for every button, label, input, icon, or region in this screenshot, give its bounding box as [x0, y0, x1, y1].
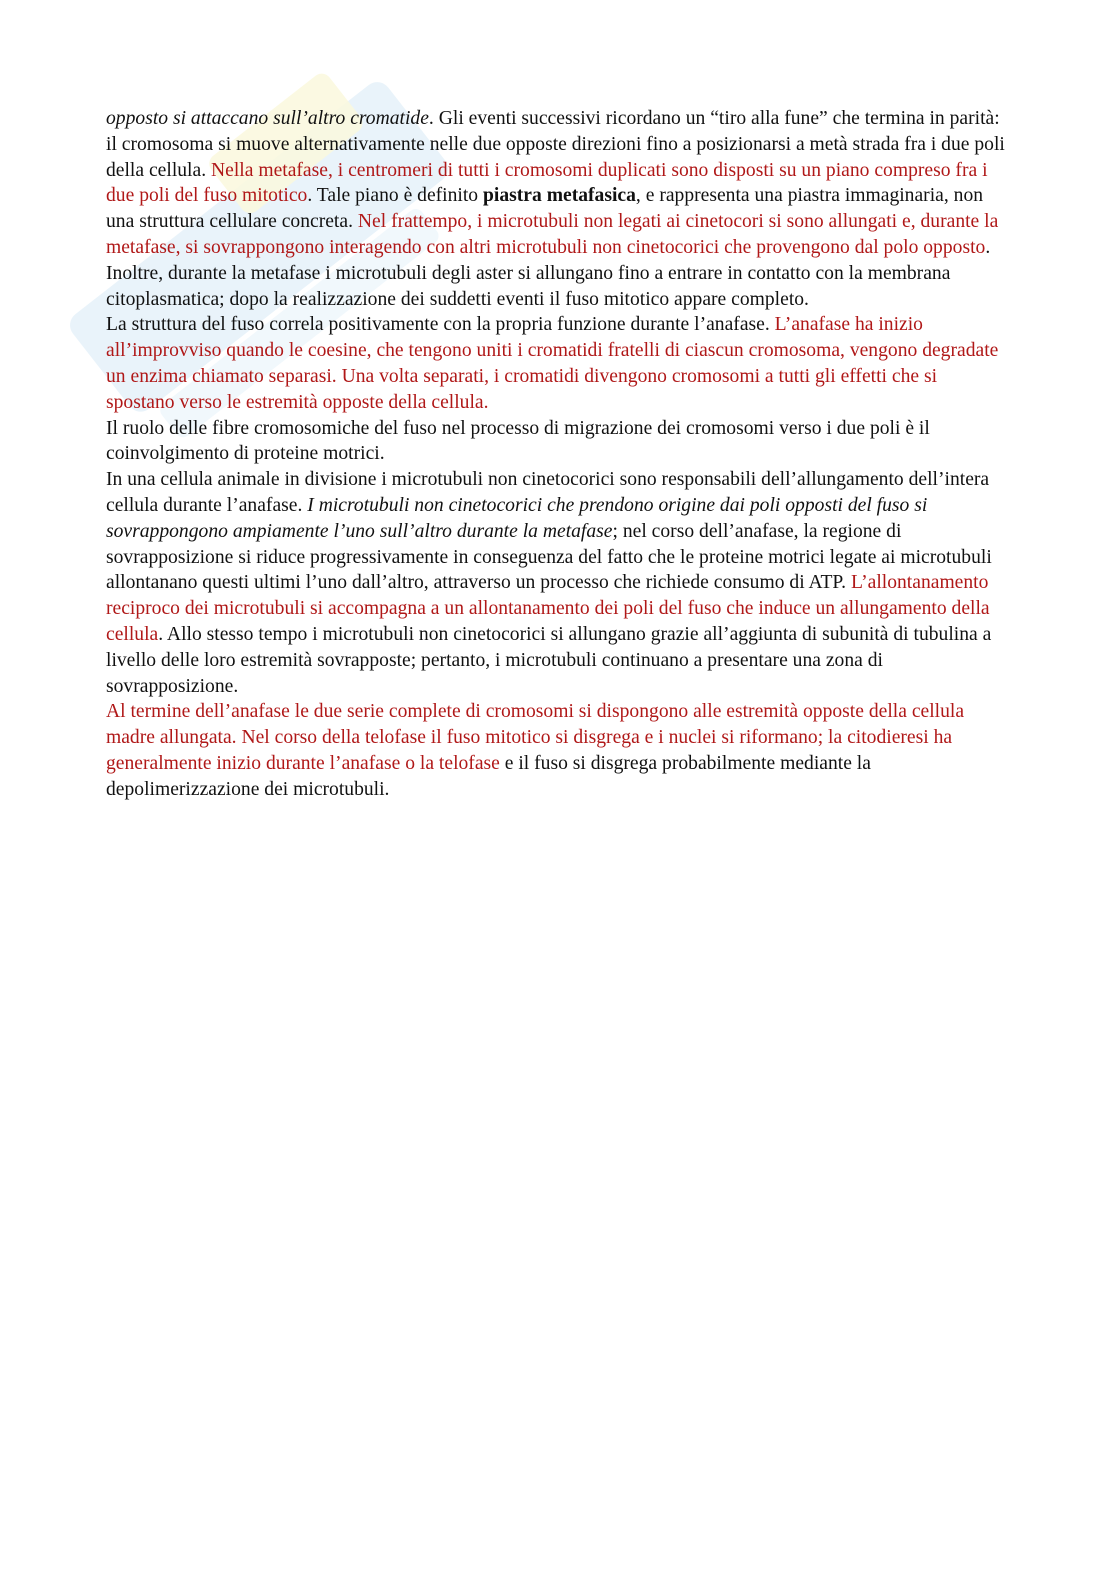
text-run: Il ruolo delle fibre cromosomiche del fuso nel processo di migrazione dei cromosomi verso i due poli è il coinvolgimento di proteine motrici. — [106, 417, 930, 465]
text-run: e il fuso si disgrega probabilmente mediante la depolimerizzazione dei microtubuli. — [106, 752, 871, 800]
paragraph — [106, 312, 1006, 415]
highlighted-run: Nel frattempo, i microtubuli non legati ai cinetocori si sono allungati e, durante la metafase, si sovrappongono interagendo con altri microtubuli non cinetocorici che provengono dal polo opposto — [106, 211, 999, 258]
text-run: . Gli eventi successivi ricordano un “tiro alla fune” che termina in parità: il cromosoma si muove alternativamente nelle due opposte direzioni fino a posizionarsi a metà strada fra i due poli della cellula. — [106, 108, 1005, 181]
highlighted-run: Nella metafase, i centromeri di tutti i cromosomi duplicati sono disposti su un piano compreso fra i due poli del fuso mitotico — [106, 159, 988, 207]
italic-run: I microtubuli non cinetocorici che prendono origine dai poli opposti del fuso si sovrappongono ampiamente l’uno sull’altro durante la metafase — [106, 494, 928, 542]
text-run: , e rappresenta una piastra immaginaria, non una struttura cellulare concreta. — [106, 185, 984, 233]
text-run: . Inoltre, durante la metafase i microtubuli degli aster si allungano fino a entrare in contatto con la membrana citoplasmatica; dopo la realizzazione dei suddetti eventi il fuso mitotico appare completo. — [106, 236, 991, 310]
document-body — [106, 106, 1006, 803]
paragraph — [106, 467, 1006, 699]
text-run: opposto si attaccano sull’altro cromatide — [106, 108, 429, 129]
highlighted-run: Al termine dell’anafase le due serie complete di cromosomi si dispongono alle estremità opposte della cellula madre allungata. Nel corso della telofase il fuso mitotico si disgrega e i nuclei si riformano; la citodieresi ha generalmente inizio durante l’anafase o la telofase — [106, 701, 965, 774]
highlighted-run: L’anafase ha inizio all’improvviso quando le coesine, che tengono uniti i cromatidi fratelli di ciascun cromosoma, vengono degradate un enzima chiamato separasi. Una volta separati, i cromatidi divengono cromosomi a tutti gli effetti che si spostano verso le estremità opposte della cellula. — [106, 314, 999, 413]
text-run: ; nel corso dell’anafase, la regione di sovrapposizione si riduce progressivamente in conseguenza del fatto che le proteine motrici legate ai microtubuli allontanano questi ultimi l’uno dall’altro, attraverso un processo che richiede consumo di ATP. — [106, 520, 992, 594]
text-run: In una cellula animale in divisione i microtubuli non cinetocorici sono responsabili dell’allungamento dell’intera cellula durante l’anafase. — [106, 469, 990, 516]
highlighted-run: L’allontanamento reciproco dei microtubuli si accompagna a un allontanamento dei poli del fuso che induce un allungamento della cellula — [106, 572, 990, 645]
text-run: . Tale piano è definito — [307, 185, 484, 207]
paragraph — [106, 106, 1006, 312]
bold-term: piastra metafasica — [483, 185, 636, 207]
text-run: . Allo stesso tempo i microtubuli non cinetocorici si allungano grazie all’aggiunta di subunità di tubulina a livello delle loro estremità sovrapposte; pertanto, i microtubuli continuano a presentare una zona di sovrapposizione. — [106, 623, 992, 697]
paragraph — [106, 699, 1006, 802]
paragraph — [106, 416, 1006, 468]
text-run: La struttura del fuso correla positivamente con la propria funzione durante l’anafase. — [106, 314, 775, 336]
